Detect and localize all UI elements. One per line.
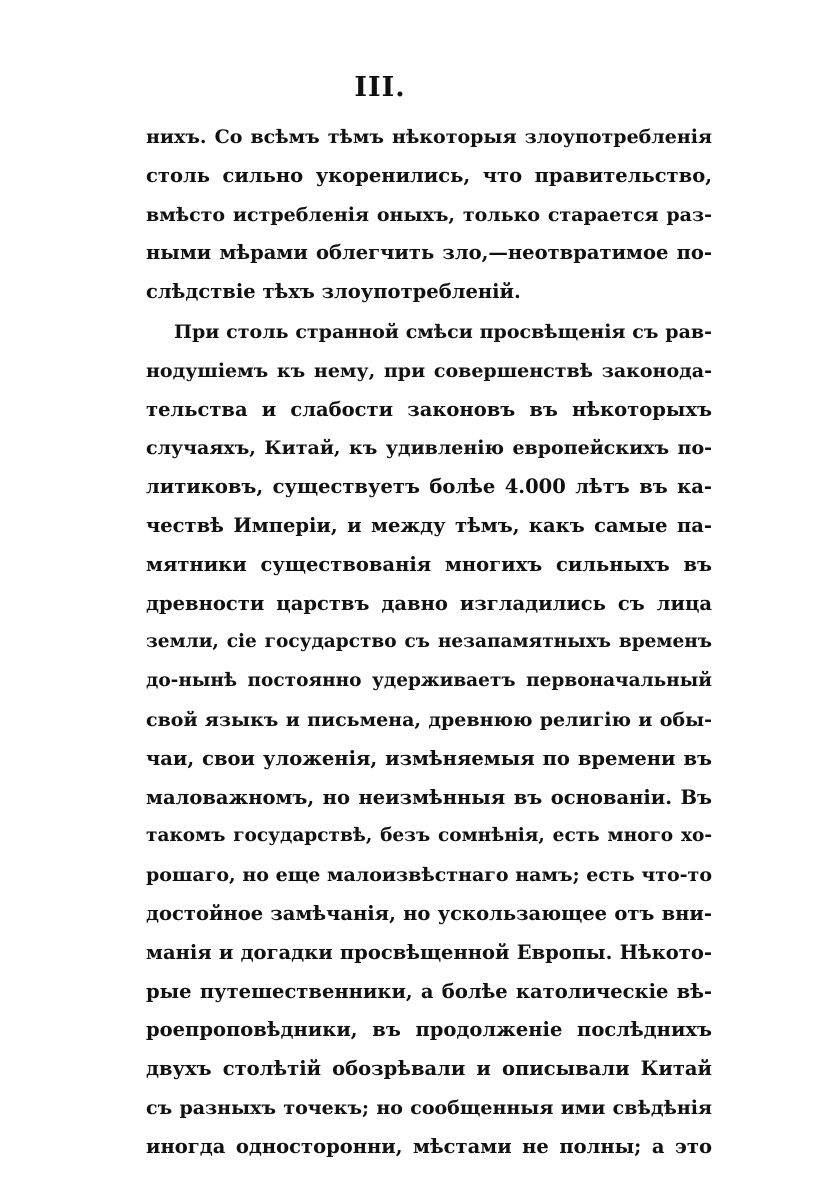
text-line: до-нынѣ постоянно удерживаетъ первоначальный <box>146 670 712 692</box>
text-line: чествѣ Имперіи, и между тѣмъ, какъ самые па- <box>146 513 712 537</box>
text-line: столь сильно укоренились, что правительство, <box>146 163 712 187</box>
text-line: При столь странной смѣси просвѣщенія съ рав- <box>174 321 712 343</box>
text-line: двухъ столѣтій обозрѣвали и описывали Китай <box>146 1057 712 1081</box>
paragraph-2 <box>146 313 712 1167</box>
text-line: древности царствъ давно изгладились съ лица <box>146 591 712 615</box>
text-line: мятники существованія многихъ сильныхъ въ <box>146 552 712 576</box>
text-line: вмѣсто истребленія оныхъ, только старается раз- <box>146 203 712 226</box>
text-line: иногда односторонни, мѣстами не полны; а это <box>146 1134 712 1158</box>
text-line: земли, сіе государство съ незапамятныхъ временъ <box>146 631 712 653</box>
text-line: съ разныхъ точекъ; но сообщенныя ими свѣдѣнія <box>146 1096 712 1119</box>
page-number: III. <box>354 72 406 103</box>
text-line: маловажномъ, но неизмѣнныя въ основаніи. Въ <box>146 785 712 809</box>
text-line: роепроповѣдники, въ продолженіе послѣднихъ <box>146 1018 712 1042</box>
text-line: рые путешественники, а болѣе католическіе вѣ- <box>146 979 712 1003</box>
text-line: литиковъ, существуетъ болѣе 4.000 лѣтъ въ ка- <box>146 475 712 499</box>
text-line: тельства и слабости законовъ въ нѣкоторыхъ <box>146 397 712 421</box>
text-line: нодушіемъ къ нему, при совершенствѣ законода- <box>146 359 712 382</box>
text-line: чаи, свои уложенія, измѣняемыя по времени въ <box>146 746 712 770</box>
text-line: нихъ. Со всѣмъ тѣмъ нѣкоторыя злоупотребленія <box>146 126 712 148</box>
text-line: такомъ государствѣ, безъ сомнѣнія, есть много хо- <box>146 825 712 847</box>
text-line: манія и догадки просвѣщенной Европы. Нѣкото- <box>146 940 712 964</box>
text-line: ными мѣрами облегчить зло,—неотвратимое по- <box>146 241 712 265</box>
text-line: достойное замѣчанія, но ускользающее отъ вни- <box>146 901 712 925</box>
text-line: слѣдствіе тѣхъ злоупотребленій. <box>146 280 521 304</box>
paragraph-1 <box>146 118 712 312</box>
text-line: рошаго, но еще малоизвѣстнаго намъ; есть что-то <box>146 864 712 887</box>
text-line: случаяхъ, Китай, къ удивленію европейскихъ по- <box>146 437 712 460</box>
text-line: свой языкъ и письмена, древнюю религію и обы- <box>146 708 712 731</box>
